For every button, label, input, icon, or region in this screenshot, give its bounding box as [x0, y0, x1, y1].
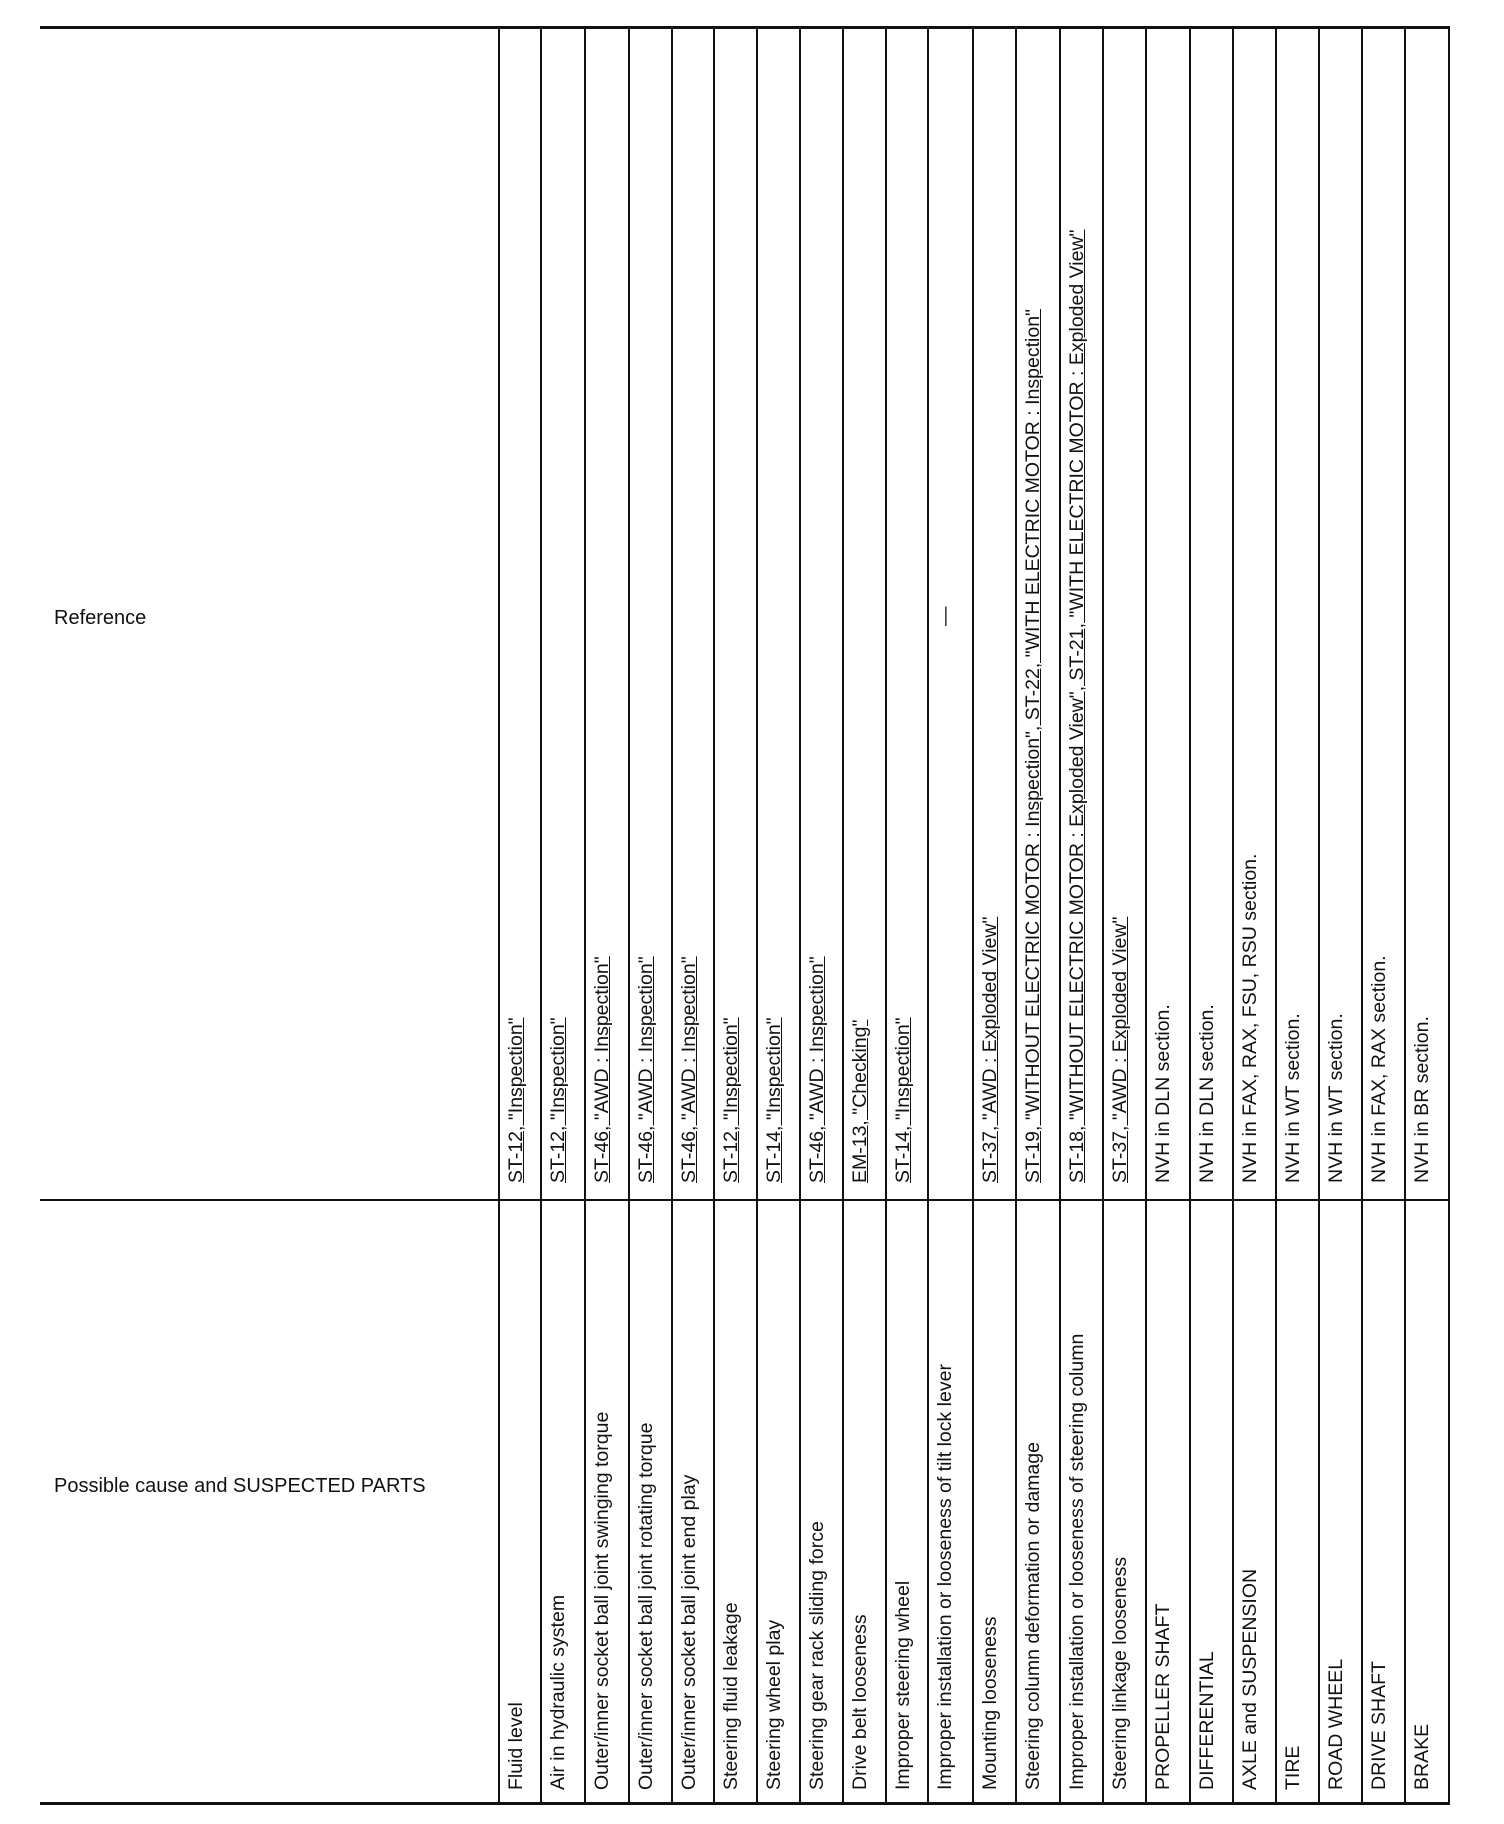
row-divider	[1448, 26, 1450, 1804]
row-divider	[1361, 26, 1363, 1804]
suspected-part: Improper installation or looseness of tilt lock lever	[934, 1364, 956, 1790]
suspected-part: Steering wheel play	[763, 1619, 785, 1790]
reference-link[interactable]: ST-19, "WITHOUT ELECTRIC MOTOR : Inspection", ST-22, "WITH ELECTRIC MOTOR : Inspection"	[1022, 309, 1044, 1183]
suspected-part: TIRE	[1282, 1745, 1304, 1790]
suspected-part: Drive belt looseness	[849, 1614, 871, 1790]
row-divider	[1404, 26, 1406, 1804]
suspected-part: AXLE and SUSPENSION	[1239, 1568, 1261, 1790]
reference-text: NVH in DLN section.	[1196, 1004, 1218, 1183]
reference-link[interactable]: EM-13, "Checking"	[849, 1019, 871, 1183]
row-divider	[1275, 26, 1277, 1804]
table-bottom-border	[40, 1802, 1450, 1805]
row-divider	[498, 26, 500, 1804]
row-divider	[713, 26, 715, 1804]
reference-link[interactable]: ST-12, "Inspection"	[720, 1017, 742, 1183]
row-divider	[972, 26, 974, 1804]
suspected-part: Improper steering wheel	[892, 1580, 914, 1790]
row-divider	[1145, 26, 1147, 1804]
reference-link[interactable]: ST-18, "WITHOUT ELECTRIC MOTOR : Exploded View", ST-21, "WITH ELECTRIC MOTOR : Exploded View"	[1066, 229, 1088, 1183]
reference-text: NVH in BR section.	[1411, 1016, 1433, 1183]
reference-link[interactable]: ST-12, "Inspection"	[505, 1017, 527, 1183]
row-divider	[927, 26, 929, 1804]
table-top-border	[40, 26, 1450, 29]
rotated-table	[40, 26, 1450, 1806]
row-divider	[1102, 26, 1104, 1804]
row-divider	[671, 26, 673, 1804]
row-divider	[540, 26, 542, 1804]
reference-link[interactable]: ST-37, "AWD : Exploded View"	[1109, 916, 1131, 1183]
reference-text: —	[934, 606, 956, 626]
row-divider	[1015, 26, 1017, 1804]
suspected-part: BRAKE	[1411, 1723, 1433, 1790]
row-divider	[584, 26, 586, 1804]
suspected-part: Steering column deformation or damage	[1022, 1442, 1044, 1790]
suspected-part: Outer/inner socket ball joint end play	[678, 1474, 700, 1790]
reference-link[interactable]: ST-46, "AWD : Inspection"	[591, 956, 613, 1183]
reference-text: NVH in WT section.	[1325, 1013, 1347, 1183]
reference-link[interactable]: ST-46, "AWD : Inspection"	[678, 956, 700, 1183]
reference-link[interactable]: ST-37, "AWD : Exploded View"	[979, 916, 1001, 1183]
suspected-part: DIFFERENTIAL	[1196, 1651, 1218, 1790]
row-divider	[628, 26, 630, 1804]
section-separator	[40, 1199, 1450, 1201]
row-divider	[842, 26, 844, 1804]
reference-text: NVH in FAX, RAX, FSU, RSU section.	[1239, 853, 1261, 1183]
reference-text: NVH in DLN section.	[1152, 1004, 1174, 1183]
reference-link[interactable]: ST-12, "Inspection"	[547, 1017, 569, 1183]
reference-link[interactable]: ST-14, "Inspection"	[892, 1017, 914, 1183]
suspected-part: Mounting looseness	[979, 1616, 1001, 1790]
row-divider	[1232, 26, 1234, 1804]
reference-text: NVH in WT section.	[1282, 1013, 1304, 1183]
reference-link[interactable]: ST-46, "AWD : Inspection"	[806, 956, 828, 1183]
reference-header: Reference	[54, 607, 147, 629]
suspected-part: ROAD WHEEL	[1325, 1658, 1347, 1790]
suspected-part: Fluid level	[505, 1702, 527, 1790]
suspected-part: Outer/inner socket ball joint rotating torque	[635, 1422, 657, 1790]
row-divider	[1059, 26, 1061, 1804]
reference-link[interactable]: ST-46, "AWD : Inspection"	[635, 956, 657, 1183]
row-divider	[1318, 26, 1320, 1804]
suspected-part: DRIVE SHAFT	[1368, 1661, 1390, 1790]
suspected-part: Steering gear rack sliding force	[806, 1521, 828, 1790]
row-divider	[756, 26, 758, 1804]
suspected-part: PROPELLER SHAFT	[1152, 1603, 1174, 1790]
parts-header: Possible cause and SUSPECTED PARTS	[54, 1475, 426, 1497]
reference-text: NVH in FAX, RAX section.	[1368, 955, 1390, 1183]
suspected-part: Steering fluid leakage	[720, 1602, 742, 1790]
row-divider	[1189, 26, 1191, 1804]
suspected-part: Air in hydraulic system	[547, 1594, 569, 1790]
reference-link[interactable]: ST-14, "Inspection"	[763, 1017, 785, 1183]
row-divider	[885, 26, 887, 1804]
suspected-part: Outer/inner socket ball joint swinging torque	[591, 1411, 613, 1790]
suspected-part: Improper installation or looseness of steering column	[1066, 1333, 1088, 1790]
suspected-part: Steering linkage looseness	[1109, 1556, 1131, 1790]
row-divider	[799, 26, 801, 1804]
